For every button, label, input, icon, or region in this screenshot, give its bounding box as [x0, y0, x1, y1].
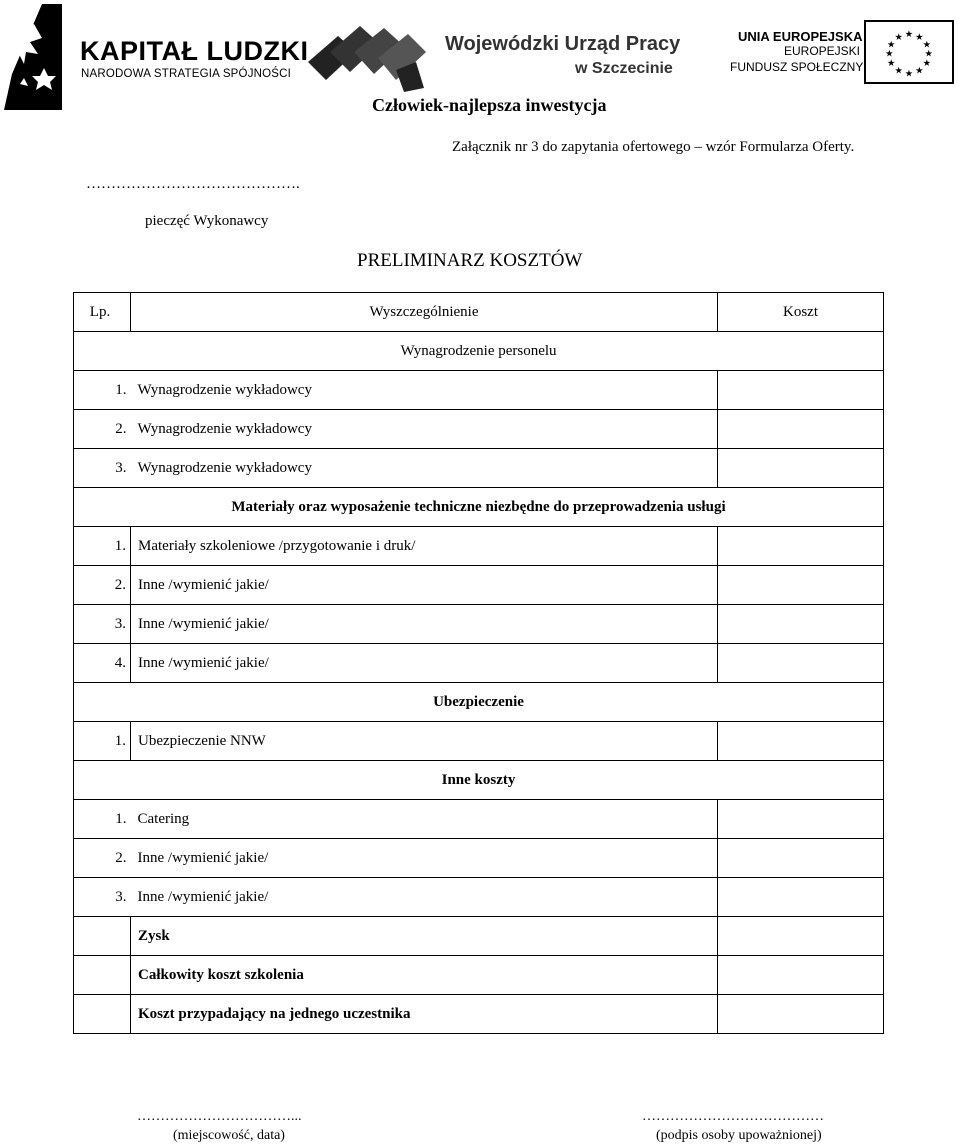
- section-row-materials: [74, 488, 884, 527]
- svg-text:★: ★: [922, 39, 932, 51]
- cost-table: [73, 292, 884, 1034]
- svg-text:★: ★: [904, 29, 914, 40]
- row-label: Catering: [131, 800, 718, 839]
- section-title-staff: Wynagrodzenie personelu: [74, 332, 884, 371]
- row-number-empty: [74, 995, 131, 1034]
- table-row: [74, 449, 884, 488]
- table-row: [74, 644, 884, 683]
- wup-logo-mark: [308, 22, 428, 92]
- row-number: 2.: [74, 566, 131, 605]
- svg-text:★: ★: [904, 68, 914, 80]
- svg-text:★: ★: [894, 31, 903, 43]
- cost-cell[interactable]: [718, 605, 884, 644]
- cost-cell[interactable]: [718, 371, 884, 410]
- cost-cell[interactable]: [718, 917, 884, 956]
- table-row: [74, 410, 884, 449]
- header-description: Wyszczególnienie: [131, 293, 718, 332]
- place-date-dots: ……………………………...: [137, 1109, 302, 1124]
- svg-text:★: ★: [915, 65, 924, 77]
- kapital-ludzki-logo-mark: [4, 4, 62, 110]
- row-number: 3.: [74, 605, 131, 644]
- row-number: 1.: [74, 371, 131, 410]
- summary-label-profit: Zysk: [131, 917, 718, 956]
- eu-logo-line3: FUNDUSZ SPOŁECZNY: [730, 60, 864, 74]
- row-number: 2.: [74, 410, 131, 449]
- summary-label-total: Całkowity koszt szkolenia: [131, 956, 718, 995]
- kapital-ludzki-logo-subtitle: NARODOWA STRATEGIA SPÓJNOŚCI: [81, 68, 292, 80]
- svg-text:★: ★: [922, 58, 932, 70]
- cost-cell[interactable]: [718, 527, 884, 566]
- summary-label-per-participant: Koszt przypadający na jednego uczestnika: [131, 995, 718, 1034]
- table-row: [74, 800, 884, 839]
- header-cost: Koszt: [718, 293, 884, 332]
- section-row-staff: [74, 332, 884, 371]
- svg-text:★: ★: [894, 65, 903, 77]
- slogan: Człowiek-najlepsza inwestycja: [372, 95, 607, 115]
- row-number: 1.: [74, 800, 131, 839]
- svg-text:★: ★: [924, 48, 933, 60]
- row-label: Inne /wymienić jakie/: [131, 605, 718, 644]
- section-row-insurance: [74, 683, 884, 722]
- row-label: Wynagrodzenie wykładowcy: [131, 371, 718, 410]
- section-title-insurance: Ubezpieczenie: [74, 683, 884, 722]
- summary-row-total: [74, 956, 884, 995]
- row-label: Inne /wymienić jakie/: [131, 839, 718, 878]
- cost-cell[interactable]: [718, 839, 884, 878]
- row-number: 2.: [74, 839, 131, 878]
- place-date-label: (miejscowość, data): [173, 1128, 285, 1143]
- eu-logo-line2: EUROPEJSKI: [784, 44, 861, 58]
- table-row: [74, 722, 884, 761]
- row-label: Wynagrodzenie wykładowcy: [131, 410, 718, 449]
- row-number: 3.: [74, 878, 131, 917]
- section-row-other: [74, 761, 884, 800]
- summary-row-profit: [74, 917, 884, 956]
- stamp-dots: …………………………………….: [86, 176, 300, 192]
- cost-cell[interactable]: [718, 644, 884, 683]
- summary-row-per-participant: [74, 995, 884, 1034]
- table-row: [74, 605, 884, 644]
- row-label: Inne /wymienić jakie/: [131, 878, 718, 917]
- kapital-ludzki-logo-title: KAPITAŁ LUDZKI: [80, 36, 309, 66]
- wup-logo-subtitle: w Szczecinie: [575, 60, 673, 77]
- svg-text:★: ★: [886, 39, 896, 51]
- row-number-empty: [74, 956, 131, 995]
- cost-cell[interactable]: [718, 956, 884, 995]
- table-row: [74, 878, 884, 917]
- row-label: Ubezpieczenie NNW: [131, 722, 718, 761]
- cost-cell[interactable]: [718, 566, 884, 605]
- section-title-materials: Materiały oraz wyposażenie techniczne niezbędne do przeprowadzenia usługi: [74, 488, 884, 527]
- cost-cell[interactable]: [718, 449, 884, 488]
- row-number: 3.: [74, 449, 131, 488]
- row-label: Inne /wymienić jakie/: [131, 644, 718, 683]
- table-row: [74, 527, 884, 566]
- row-label: Wynagrodzenie wykładowcy: [131, 449, 718, 488]
- cost-cell[interactable]: [718, 800, 884, 839]
- row-label: Inne /wymienić jakie/: [131, 566, 718, 605]
- attachment-note: Załącznik nr 3 do zapytania ofertowego – wzór Formularza Oferty.: [452, 139, 855, 155]
- table-row: [74, 371, 884, 410]
- stamp-label: pieczęć Wykonawcy: [145, 213, 269, 229]
- cost-cell[interactable]: [718, 722, 884, 761]
- row-number-empty: [74, 917, 131, 956]
- eu-logo-line1: UNIA EUROPEJSKA: [738, 29, 863, 44]
- table-row: [74, 839, 884, 878]
- svg-text:★: ★: [885, 48, 894, 60]
- signature-label: (podpis osoby upoważnionej): [656, 1128, 822, 1143]
- signature-dots: …………………………………: [642, 1109, 824, 1124]
- header-lp: Lp.: [74, 293, 131, 332]
- row-number: 4.: [74, 644, 131, 683]
- section-title-other: Inne koszty: [74, 761, 884, 800]
- cost-cell[interactable]: [718, 878, 884, 917]
- table-header-row: [74, 293, 884, 332]
- eu-flag-icon: [864, 20, 954, 84]
- svg-text:★: ★: [915, 31, 924, 43]
- row-number: 1.: [74, 722, 131, 761]
- cost-cell[interactable]: [718, 410, 884, 449]
- document-title: PRELIMINARZ KOSZTÓW: [357, 250, 583, 271]
- row-number: 1.: [74, 527, 131, 566]
- svg-text:★: ★: [886, 58, 896, 70]
- wup-logo-title: Wojewódzki Urząd Pracy: [445, 33, 681, 55]
- cost-cell[interactable]: [718, 995, 884, 1034]
- table-row: [74, 566, 884, 605]
- row-label: Materiały szkoleniowe /przygotowanie i druk/: [131, 527, 718, 566]
